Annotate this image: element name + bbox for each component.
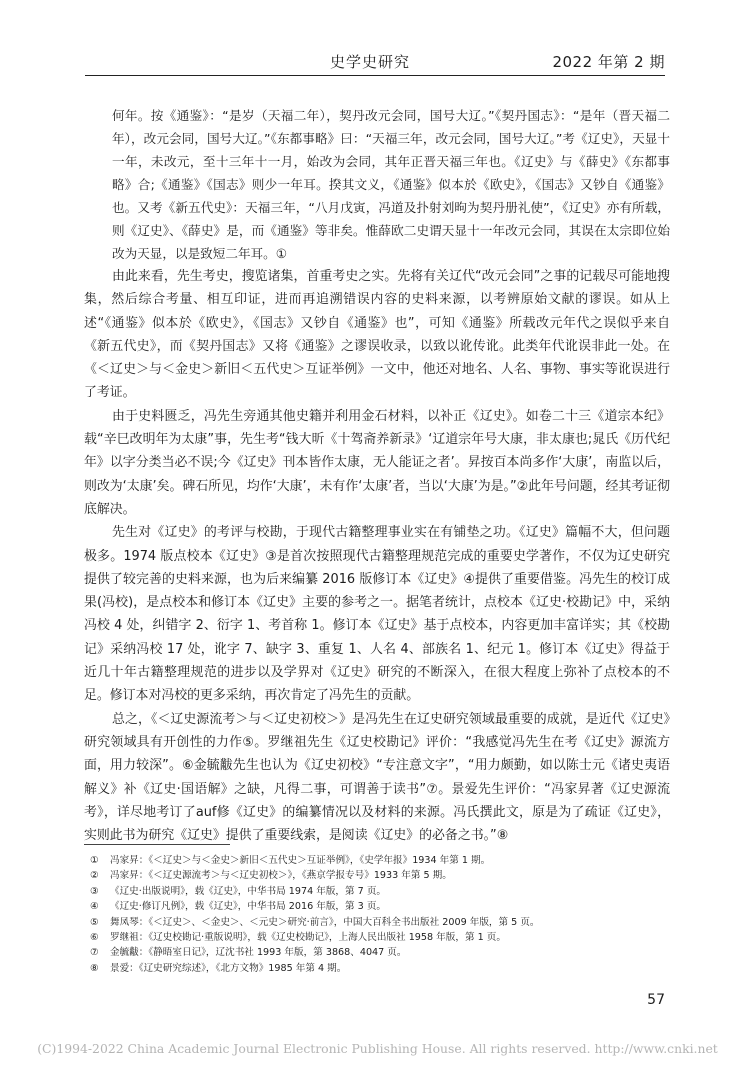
- footnote: [90, 899, 670, 914]
- page-number: 57: [647, 992, 665, 1008]
- footnote-mark: ②: [90, 870, 99, 882]
- footnote-mark: ⑧: [90, 962, 99, 974]
- block-quote: 何年。按《通鉴》：“是岁（天福二年），契丹改元会同，国号大辽。”《契丹国志》：“是年（晋天福二年），改元会同，国号大辽。”《东都事略》曰：“天福三年，改元会同，国号大辽。”考《辽史》，天显十一年，未改元，至十三年十一月，始改为会同，其年正晋天福三年也。《辽史》与《薛史》《东都事略》合;《通鉴》《国志》则少一年耳。揆其文义，《通鉴》似本於《欧史》，《国志》又钞自《通鉴》也。又考《新五代史》：天福三年，“八月戊寅，冯道及扑射刘昫为契丹册礼使”，《辽史》亦有所载，则《辽史》、《薛史》是，而《通鉴》等非矣。惟薛欧二史谓天显十一年改元会同，其误在太宗即位始改为天显，以是致短二年耳。①: [112, 108, 670, 261]
- footnote-text: 冯家昇：《＜辽史源流考＞与＜辽史初校＞》，《燕京学报专号》1933 年第 5 期。: [110, 870, 452, 882]
- footnote: [90, 884, 670, 899]
- footnotes: [90, 853, 670, 976]
- footnote: [90, 945, 670, 960]
- copyright-watermark: (C)1994-2022 China Academic Journal Electronic Publishing House. All rights reserved. http://www.cnki.net: [37, 1041, 718, 1056]
- footnote-text: 《辽史·出版说明》，载《辽史》，中华书局 1974 年版，第 7 页。: [110, 885, 387, 897]
- paragraph: 由此来看，先生考史，搜览诸集，首重考史之实。先将有关辽代“改元会同”之事的记载尽可能地搜集，然后综合考量、相互印证，进而再追溯错误内容的史料来源，以考辨原始文献的谬误。如从上述“《通鉴》似本於《欧史》，《国志》又钞自《通鉴》也”，可知《通鉴》所载改元年代之误似乎来自《新五代史》，而《契丹国志》又将《通鉴》之谬误收录，以致以讹传讹。此类年代讹误非此一处。在《＜辽史＞与＜金史＞新旧＜五代史＞互证举例》一文中，他还对地名、人名、事物、事实等讹误进行了考证。: [84, 269, 670, 401]
- footnote: [90, 961, 670, 976]
- running-header: [85, 48, 665, 74]
- footnote: [90, 915, 670, 930]
- footnote-text: 金毓黻：《静晤室日记》，辽沈书社 1993 年版，第 3868、4047 页。: [110, 947, 407, 959]
- footnote: [90, 930, 670, 945]
- footnote-mark: ⑤: [90, 916, 99, 928]
- paragraph: 先生对《辽史》的考评与校勘，于现代古籍整理事业实在有铺垫之功。《辽史》篇幅不大，但问题极多。1974 版点校本《辽史》③是首次按照现代古籍整理规范完成的重要史学著作，不仅为辽史研究提供了较完善的史料来源，也为后来编纂 2016 版修订本《辽史》④提供了重要借鉴。冯先生的校订成果(冯校)，是点校本和修订本《辽史》主要的参考之一。据笔者统计，点校本《辽史·校勘记》中，采纳冯校 4 处，纠错字 2、衍字 1、考首称 1。修订本《辽史》基于点校本，内容更加丰富详实；其《校勘记》采纳冯校 17 处，讹字 7、缺字 3、重复 1、人名 4、部族名 1、纪元 1。修订本《辽史》得益于近几十年古籍整理规范的进步以及学界对《辽史》研究的不断深入，在很大程度上弥补了点校本的不足。修订本对冯校的更多采纳，再次肯定了冯先生的贡献。: [84, 525, 670, 704]
- footnote-rule: [84, 844, 230, 845]
- footnote: [90, 868, 670, 883]
- footnote: [90, 853, 670, 868]
- footnote-text: 罗继祖：《辽史校勘记·重版说明》，载《辽史校勘记》，上海人民出版社 1958 年版，第 1 页。: [110, 932, 506, 944]
- footnote-text: 舞凤琴：《＜辽史＞、＜金史＞、＜元史＞研究·前言》，中国大百科全书出版社 2009 年版，第 5 页。: [110, 916, 540, 928]
- journal-title: 史学史研究: [330, 53, 411, 71]
- issue-label: 2022 年第 2 期: [552, 53, 665, 71]
- header-rule: [85, 75, 665, 76]
- footnote-text: 景爱：《辽史研究综述》，《北方文物》1985 年第 4 期。: [110, 962, 347, 974]
- footnote-mark: ④: [90, 901, 99, 913]
- footnote-text: 冯家昇：《＜辽史＞与＜金史＞新旧＜五代史＞互证举例》，《史学年报》1934 年第 1 期。: [110, 855, 491, 866]
- article-body: [84, 104, 670, 847]
- paragraph: 总之，《＜辽史源流考＞与＜辽史初校＞》是冯先生在辽史研究领域最重要的成就，是近代《辽史》研究领域具有开创性的力作⑤。罗继祖先生《辽史校勘记》评价：“我感觉冯先生在考《辽史》源流方面，用力较深”。⑥金毓黻先生也认为《辽史初校》“专注意文字”，“用力颇勤，如以陈士元《诸史夷语解义》补《辽史·国语解》之缺，凡得二事，可谓善于读书”⑦。景爱先生评价：“冯家昇著《辽史源流考》，详尽地考订了auf修《辽史》的编纂情况以及材料的来源。冯氏撰此文，原是为了疏证《辽史》，实则此书为研究《辽史》提供了重要线索，是阅读《辽史》的必备之书。”⑧: [84, 711, 670, 844]
- paragraph: 由于史料匮乏，冯先生旁通其他史籍并利用金石材料，以补正《辽史》。如卷二十三《道宗本纪》载“辛巳改明年为太康”事，先生考“钱大昕《十驾斋养新录》‘辽道宗年号大康，非太康也;晁氏《历代纪年》以字分类当必不误;今《辽史》刊本皆作太康，无人能证之者’。昇按百本尚多作‘大康’，南监以后，则改为‘太康’矣。碑石所见，均作‘大康’，未有作‘太康’者，当以‘大康’为是。”②此年号问题，经其考证彻底解决。: [84, 408, 670, 517]
- footnote-mark: ③: [90, 885, 99, 897]
- footnote-mark: ①: [90, 855, 99, 866]
- footnote-mark: ⑥: [90, 932, 99, 944]
- footnote-mark: ⑦: [90, 947, 99, 959]
- footnote-text: 《辽史·修订凡例》，载《辽史》，中华书局 2016 年版，第 3 页。: [110, 901, 387, 913]
